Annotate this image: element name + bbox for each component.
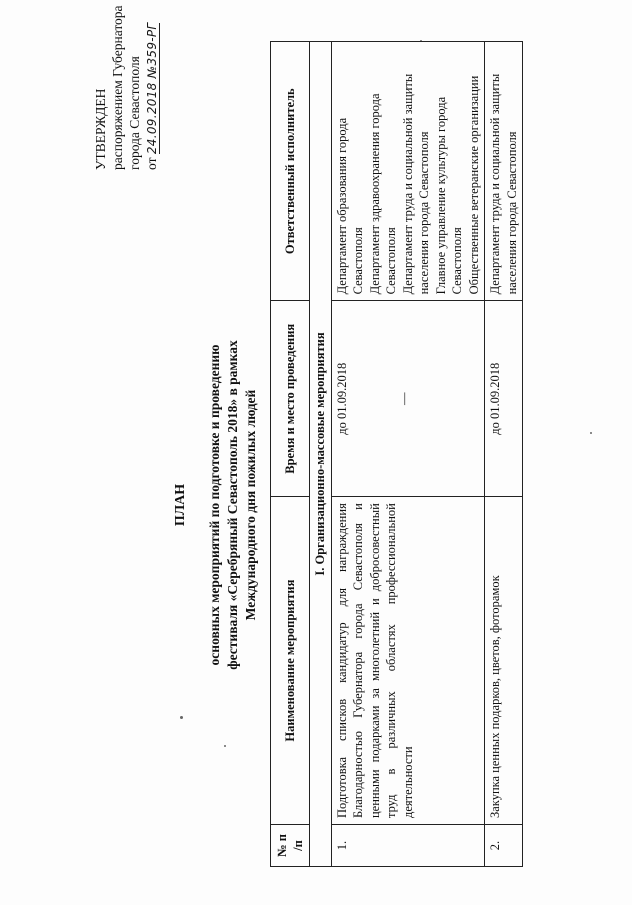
- section-row: [310, 42, 332, 867]
- approval-date-line: [143, 0, 161, 170]
- responsible-line: Департамент здравоохранения города Севастополя: [367, 93, 398, 295]
- row-responsible: [331, 42, 485, 301]
- table-header-row: [271, 42, 310, 867]
- section-title: I. Организационно-массовые мероприятия: [310, 42, 332, 867]
- title-line: фестиваля «Серебряный Севастополь 2018» в рамках: [225, 340, 240, 670]
- row-number: 1.: [331, 825, 485, 867]
- responsible-line: Департамент труда и социальной защиты населения города Севастополя: [400, 73, 431, 295]
- responsible-line: Департамент образования города Севастополя: [334, 117, 365, 295]
- approval-line: города Севастополя: [127, 56, 142, 170]
- row-time-cell: [485, 301, 523, 497]
- table-row: [331, 42, 485, 867]
- approval-date-prefix: от: [144, 157, 159, 170]
- approval-stamp: [92, 0, 161, 170]
- header-name: Наименование мероприятия: [271, 497, 310, 825]
- row-number: 2.: [485, 825, 523, 867]
- document-title: [172, 295, 260, 715]
- row-time: до 01.09.2018: [334, 362, 349, 435]
- approval-line: распоряжением Губернатора: [110, 5, 125, 170]
- row-place: —: [397, 392, 411, 406]
- header-number: № п /п: [271, 825, 310, 867]
- approval-heading: УТВЕРЖДЕН: [93, 88, 108, 170]
- responsible-line: Департамент труда и социальной защиты населения города Севастополя: [488, 73, 519, 295]
- row-name: Подготовка списков кандидатур для награждения Благодарностью Губернатора города Севастополя и ценными подарками за многолетний и добросовестный труд в различных областях профессиональной деятельности: [331, 497, 485, 825]
- table-row: [485, 42, 523, 867]
- row-time-cell: [331, 301, 485, 497]
- title-line: Международного дня пожилых людей: [243, 389, 258, 621]
- responsible-line: Главное управление культуры города Севастополя: [433, 96, 464, 295]
- plan-table: [270, 41, 523, 867]
- handwritten-date-number: 24.09.2018 №359-РГ: [145, 22, 159, 155]
- row-responsible: [485, 42, 523, 301]
- header-responsible: Ответственный исполнитель: [271, 42, 310, 301]
- row-time: до 01.09.2018: [488, 362, 502, 435]
- title-line: основных мероприятий по подготовке и проведению: [207, 344, 222, 666]
- row-name: Закупка ценных подарков, цветов, фоторамок: [485, 497, 523, 825]
- plan-heading: ПЛАН: [173, 483, 188, 527]
- header-time: Время и место проведения: [271, 301, 310, 497]
- responsible-line: Общественные ветеранские организации: [466, 75, 481, 295]
